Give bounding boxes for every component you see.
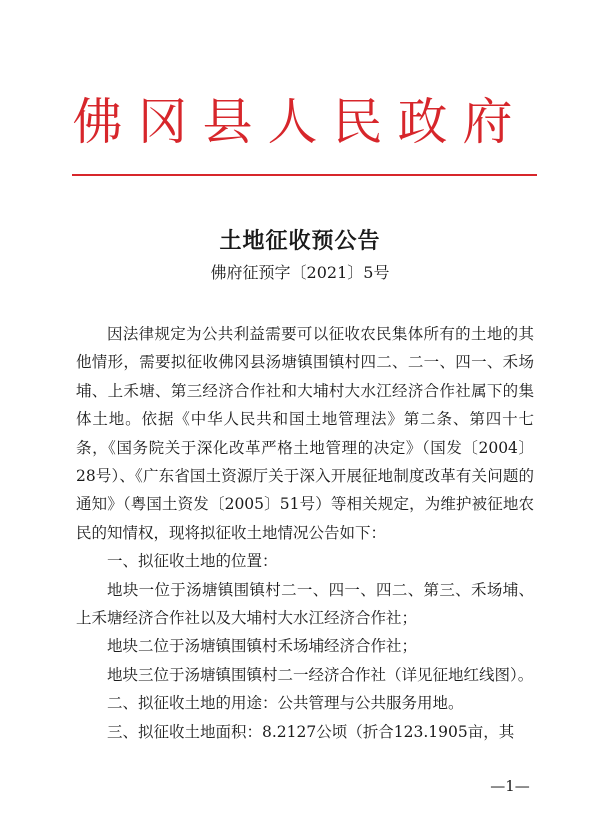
body-paragraph: 三、拟征收土地面积：8.2127公顷（折合123.1905亩，其 [107, 722, 515, 741]
body-paragraph: 地块一位于汤塘镇围镇村二一、四一、四二、第三、禾场埔、上禾塘经济合作社以及大埔村大水江经济合作社； [76, 580, 534, 628]
document-body [76, 320, 534, 746]
document-title: 土地征收预公告 [219, 228, 381, 254]
body-paragraph: 二、拟征收土地的用途：公共管理与公共服务用地。 [107, 694, 464, 713]
body-paragraph: 地块二位于汤塘镇围镇村禾场埔经济合作社； [107, 637, 418, 656]
page-number: —1— [490, 777, 530, 795]
issuer-header: 佛冈县人民政府 [72, 93, 528, 151]
red-separator-line [72, 174, 537, 176]
document-number: 佛府征预字〔2021〕5号 [210, 263, 390, 282]
body-paragraph: 因法律规定为公共利益需要可以征收农民集体所有的土地的其他情形，需要拟征收佛冈县汤塘镇围镇村四二、二一、四一、禾场埔、上禾塘、第三经济合作社和大埔村大水江经济合作社属下的集体土地。依据《中华人民共和国土地管理法》第二条、第四十七条，《国务院关于深化改革严格土地管理的决定》（国发〔2004〕28号）、《广东省国土资源厅关于深入开展征地制度改革有关问题的通知》（粤国土资发〔2005〕51号）等相关规定，为维护被征地农民的知情权，现将拟征收土地情况公告如下： [76, 325, 534, 542]
body-paragraph: 地块三位于汤塘镇围镇村二一经济合作社（详见征地红线图）。 [107, 665, 534, 684]
body-paragraph: 一、拟征收土地的位置： [107, 552, 278, 571]
